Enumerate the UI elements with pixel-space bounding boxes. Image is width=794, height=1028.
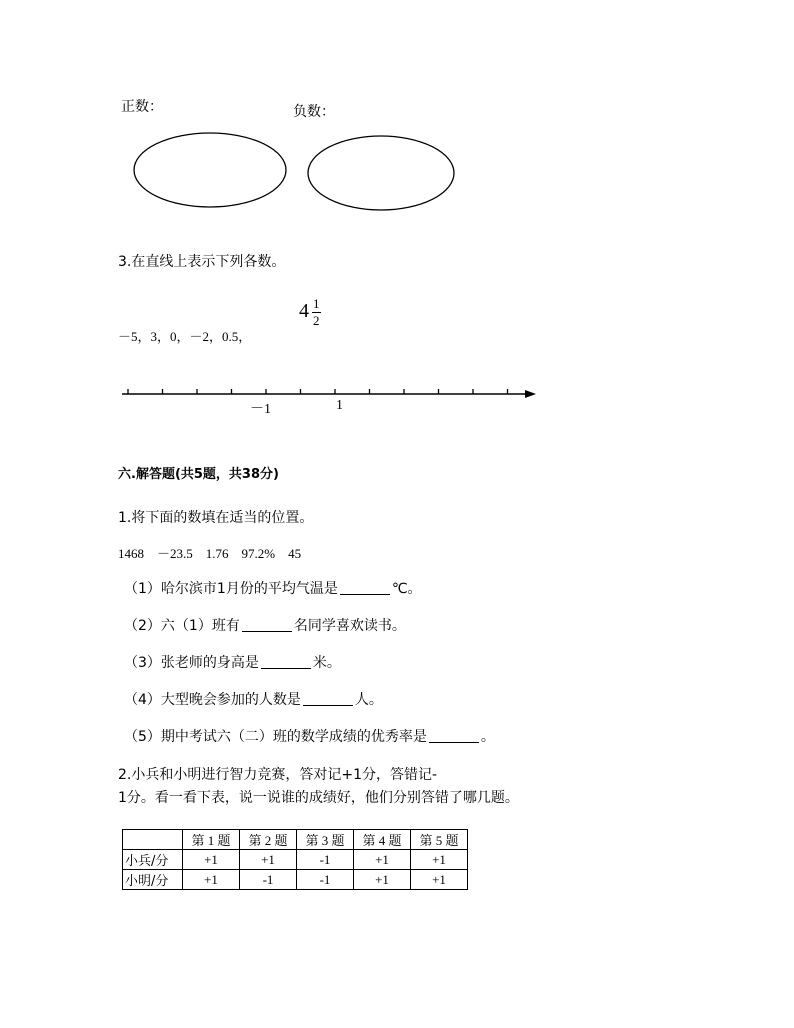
table-cell: +1 [240, 850, 297, 870]
table-header-cell: 第 2 题 [240, 830, 297, 850]
table-cell: +1 [411, 870, 468, 890]
p1-item-4: （4）大型晚会参加的人数是 人。 [124, 692, 383, 708]
p1-title: 1.将下面的数填在适当的位置。 [118, 510, 314, 526]
p1-item-5: （5）期中考试六（二）班的数学成绩的优秀率是 。 [124, 729, 495, 745]
mixed-number-whole: 4 [299, 300, 309, 322]
table-cell: +1 [354, 850, 411, 870]
p1-item-1: （1）哈尔滨市1月份的平均气温是 ℃。 [124, 581, 422, 597]
tick-label-pos1: 1 [336, 398, 343, 413]
answer-blank[interactable] [261, 667, 311, 669]
number-line [118, 384, 543, 404]
negative-set-ellipse [308, 136, 454, 210]
mixed-number-numerator: 1 [313, 296, 320, 311]
table-header-cell: 第 4 题 [354, 830, 411, 850]
answer-blank[interactable] [340, 593, 390, 595]
table-cell: -1 [297, 870, 354, 890]
tick-label-neg1: －1 [250, 402, 271, 417]
table-cell: +1 [411, 850, 468, 870]
table-cell: +1 [354, 870, 411, 890]
section-6-title: 六.解答题(共5题，共38分) [118, 467, 279, 482]
table-row [123, 870, 468, 890]
answer-blank[interactable] [429, 741, 479, 743]
table-cell: -1 [240, 870, 297, 890]
positive-label: 正数： [121, 99, 163, 115]
p2-line-1: 2.小兵和小明进行智力竞赛，答对记+1分，答错记- [118, 767, 438, 783]
p1-numbers: 1468 －23.5 1.76 97.2% 45 [118, 546, 302, 561]
table-header-cell: 第 5 题 [411, 830, 468, 850]
score-table [122, 829, 468, 890]
mixed-number-denominator: 2 [313, 313, 320, 328]
p2-line-2: 1分。看一看下表，说一说谁的成绩好，他们分别答错了哪几题。 [118, 790, 519, 806]
table-header-cell: 第 1 题 [183, 830, 240, 850]
table-corner-cell [123, 830, 183, 850]
negative-label: 负数： [293, 104, 335, 120]
q3-title: 3.在直线上表示下列各数。 [118, 254, 286, 270]
table-row [123, 850, 468, 870]
positive-set-ellipse [134, 133, 286, 207]
p1-item-2: （2）六（1）班有 名同学喜欢读书。 [124, 618, 406, 634]
table-row-label: 小兵/分 [123, 850, 183, 870]
set-ellipses [130, 130, 460, 215]
table-row-label: 小明/分 [123, 870, 183, 890]
q3-numbers: －5，3，0，－2，0.5， [118, 329, 252, 344]
p1-item-3: （3）张老师的身高是 米。 [124, 655, 341, 671]
answer-blank[interactable] [303, 704, 353, 706]
table-header-cell: 第 3 题 [297, 830, 354, 850]
table-cell: +1 [183, 870, 240, 890]
table-cell: -1 [297, 850, 354, 870]
arrow-head-icon [525, 390, 536, 398]
table-cell: +1 [183, 850, 240, 870]
table-header-row [123, 830, 468, 850]
answer-blank[interactable] [242, 630, 292, 632]
